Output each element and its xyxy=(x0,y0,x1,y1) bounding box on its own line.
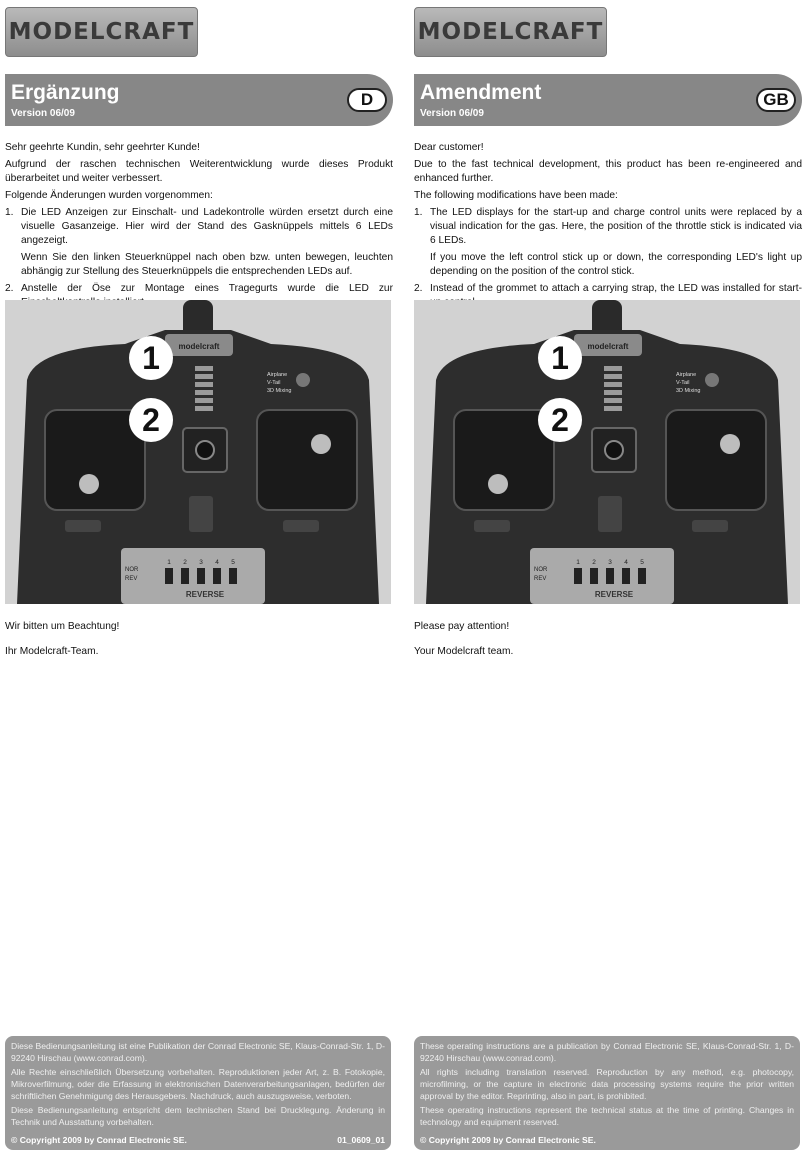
left-trim xyxy=(474,520,510,532)
switch-label: V-Tail xyxy=(676,380,690,386)
item-number: 2. xyxy=(5,283,14,294)
imprint-status: These operating instructions represent the technical status at the time of printing. Changes in technology and equipment reserved. xyxy=(420,1105,794,1127)
transmitter-photo xyxy=(414,300,800,604)
logo-text: MODELCRAFT xyxy=(8,19,195,45)
closing-text xyxy=(414,620,513,670)
brand-plate-text: modelcraft xyxy=(587,342,629,351)
imprint-rights: Alle Rechte einschließlich Übersetzung vorbehalten. Reproduktionen jeder Art, z. B. Fotokopie, Mikroverfilmung, oder die Erfassung in elektronischen Datenverarbeitungsanlagen, bedürfen der schriftlichen Genehmigung des Herausgebers. Nachdruck, auch auszugsweise, verboten. xyxy=(11,1067,385,1101)
reverse-dip-switch xyxy=(574,568,582,584)
left-stick xyxy=(79,474,99,494)
led-segment xyxy=(195,390,213,395)
changes-list xyxy=(414,206,802,310)
led-segment xyxy=(604,398,622,403)
closing-note: Wir bitten um Beachtung! xyxy=(5,621,120,632)
salutation: Sehr geehrte Kundin, sehr geehrter Kunde! xyxy=(5,142,200,153)
left-stick xyxy=(488,474,508,494)
language-badge: GB xyxy=(756,88,796,112)
channel-number: 5 xyxy=(231,559,235,566)
item-subtext: If you move the left control stick up or down, the corresponding LED's light up depending on the position of the control stick. xyxy=(430,252,802,277)
closing-text xyxy=(5,620,119,670)
changes-heading: Folgende Änderungen wurden vorgenommen: xyxy=(5,190,213,201)
item-subtext: Wenn Sie den linken Steuerknüppel nach oben bzw. unten bewegen, leuchten abhängig zur Stellung des Steuerknüppels die entsprechenden LEDs auf. xyxy=(21,252,393,277)
switch-label: 3D Mixing xyxy=(267,388,292,394)
imprint-rights: All rights including translation reserved. Reproduction by any method, e.g. photocopy, microfilming, or the capture in electronic data processing systems require the prior written approval by the editor. Reprinting, also in part, is prohibited. xyxy=(420,1067,794,1101)
channel-number: 5 xyxy=(640,559,644,566)
centre-trim xyxy=(189,496,213,532)
title-banner xyxy=(414,74,802,126)
reverse-dip-switch xyxy=(197,568,205,584)
reverse-dip-switch xyxy=(638,568,646,584)
copyright-row xyxy=(420,1134,794,1146)
reverse-dip-switch xyxy=(590,568,598,584)
centre-trim xyxy=(598,496,622,532)
channel-number: 2 xyxy=(592,559,596,566)
reverse-dip-switch xyxy=(165,568,173,584)
reverse-label: REVERSE xyxy=(594,590,634,599)
channel-number: 1 xyxy=(576,559,580,566)
mix-switch xyxy=(705,373,719,387)
switch-label: Airplane xyxy=(676,372,697,378)
title-banner xyxy=(5,74,393,126)
imprint-footer xyxy=(5,1036,391,1150)
channel-number: 1 xyxy=(167,559,171,566)
reverse-dip-switch xyxy=(606,568,614,584)
reverse-dip-switch xyxy=(229,568,237,584)
brand-plate-text: modelcraft xyxy=(178,342,220,351)
modelcraft-logo xyxy=(414,7,607,57)
imprint-status: Diese Bedienungsanleitung entspricht dem technischen Stand bei Drucklegung. Änderung in Technik und Ausstattung vorbehalten. xyxy=(11,1105,385,1127)
left-trim xyxy=(65,520,101,532)
right-stick xyxy=(720,434,740,454)
logo-text: MODELCRAFT xyxy=(417,19,604,45)
intro-paragraph: Due to the fast technical development, this product has been re-engineered and enhanced further. xyxy=(414,159,802,184)
item-text: The LED displays for the start-up and charge control units were replaced by a visual indication for the gas. Here, the position of the throttle stick is indicated via 6 LEDs. xyxy=(430,207,802,246)
power-led xyxy=(605,441,623,459)
salutation: Dear customer! xyxy=(414,142,484,153)
power-led xyxy=(196,441,214,459)
closing-note: Please pay attention! xyxy=(414,621,510,632)
switch-label: V-Tail xyxy=(267,380,281,386)
reverse-label: REVERSE xyxy=(185,590,225,599)
mix-switch xyxy=(296,373,310,387)
body-text xyxy=(5,141,393,313)
callout-number: 2 xyxy=(142,402,160,438)
list-item xyxy=(5,206,393,279)
item-number: 1. xyxy=(5,207,14,218)
item-number: 1. xyxy=(414,207,423,218)
led-segment xyxy=(604,390,622,395)
led-segment xyxy=(195,398,213,403)
imprint-publisher: Diese Bedienungsanleitung ist eine Publikation der Conrad Electronic SE, Klaus-Conrad-Str. 1, D-92240 Hirschau (www.conrad.com). xyxy=(11,1041,385,1063)
callout-number: 1 xyxy=(142,340,160,376)
channel-number: 4 xyxy=(215,559,219,566)
right-trim xyxy=(692,520,728,532)
transmitter-illustration xyxy=(414,300,800,604)
reverse-row-label: REV xyxy=(125,576,138,582)
reverse-dip-switch xyxy=(622,568,630,584)
reverse-dip-switch xyxy=(213,568,221,584)
modelcraft-logo xyxy=(5,7,198,57)
item-text: Instead of the grommet to attach a carrying strap, the LED was installed for start- xyxy=(430,283,802,294)
item-text: Anstelle der Öse zur Montage eines Tragegurts wurde die LED zur xyxy=(21,283,393,294)
callout-number: 2 xyxy=(551,402,569,438)
list-item xyxy=(414,206,802,279)
led-segment xyxy=(195,406,213,411)
copyright-text: © Copyright 2009 by Conrad Electronic SE. xyxy=(420,1135,596,1145)
channel-number: 3 xyxy=(608,559,612,566)
reverse-dip-switch xyxy=(181,568,189,584)
reverse-row-label: REV xyxy=(534,576,547,582)
item-text: Die LED Anzeigen zur Einschalt- und Ladekontrolle würden ersetzt durch eine visuelle Gasanzeige. Hier wird der Stand des Gasknüppels mittels 6 LEDs angezeigt. xyxy=(21,207,393,246)
right-gimbal xyxy=(257,410,357,510)
version-label: Version 06/09 xyxy=(11,108,75,119)
led-segment xyxy=(604,406,622,411)
document-code: 01_0609_01 xyxy=(337,1135,385,1145)
led-segment xyxy=(195,366,213,371)
body-text xyxy=(414,141,802,313)
reverse-row-label: NOR xyxy=(534,567,548,573)
page-title: Ergänzung xyxy=(11,81,120,104)
item-number: 2. xyxy=(414,283,423,294)
right-gimbal xyxy=(666,410,766,510)
reverse-row-label: NOR xyxy=(125,567,139,573)
right-stick xyxy=(311,434,331,454)
imprint-publisher: These operating instructions are a publication by Conrad Electronic SE, Klaus-Conrad-Str. 1, D-92240 Hirschau (www.conrad.com). xyxy=(420,1041,794,1063)
closing-signature: Your Modelcraft team. xyxy=(414,646,514,657)
transmitter-photo xyxy=(5,300,391,604)
led-segment xyxy=(604,366,622,371)
channel-number: 2 xyxy=(183,559,187,566)
intro-paragraph: Aufgrund der raschen technischen Weiterentwicklung wurde dieses Produkt überarbeitet und weiter verbessert. xyxy=(5,159,393,184)
changes-heading: The following modifications have been made: xyxy=(414,190,618,201)
callout-number: 1 xyxy=(551,340,569,376)
right-trim xyxy=(283,520,319,532)
switch-label: 3D Mixing xyxy=(676,388,701,394)
column-german xyxy=(5,0,393,1156)
channel-number: 3 xyxy=(199,559,203,566)
channel-number: 4 xyxy=(624,559,628,566)
led-segment xyxy=(604,382,622,387)
led-segment xyxy=(604,374,622,379)
copyright-text: © Copyright 2009 by Conrad Electronic SE. xyxy=(11,1135,187,1145)
closing-signature: Ihr Modelcraft-Team. xyxy=(5,646,99,657)
led-segment xyxy=(195,374,213,379)
page-title: Amendment xyxy=(420,81,542,104)
switch-label: Airplane xyxy=(267,372,288,378)
column-english xyxy=(414,0,802,1156)
copyright-row xyxy=(11,1134,385,1146)
transmitter-illustration xyxy=(5,300,391,604)
imprint-footer xyxy=(414,1036,800,1150)
language-badge: D xyxy=(347,88,387,112)
version-label: Version 06/09 xyxy=(420,108,484,119)
led-segment xyxy=(195,382,213,387)
changes-list xyxy=(5,206,393,310)
